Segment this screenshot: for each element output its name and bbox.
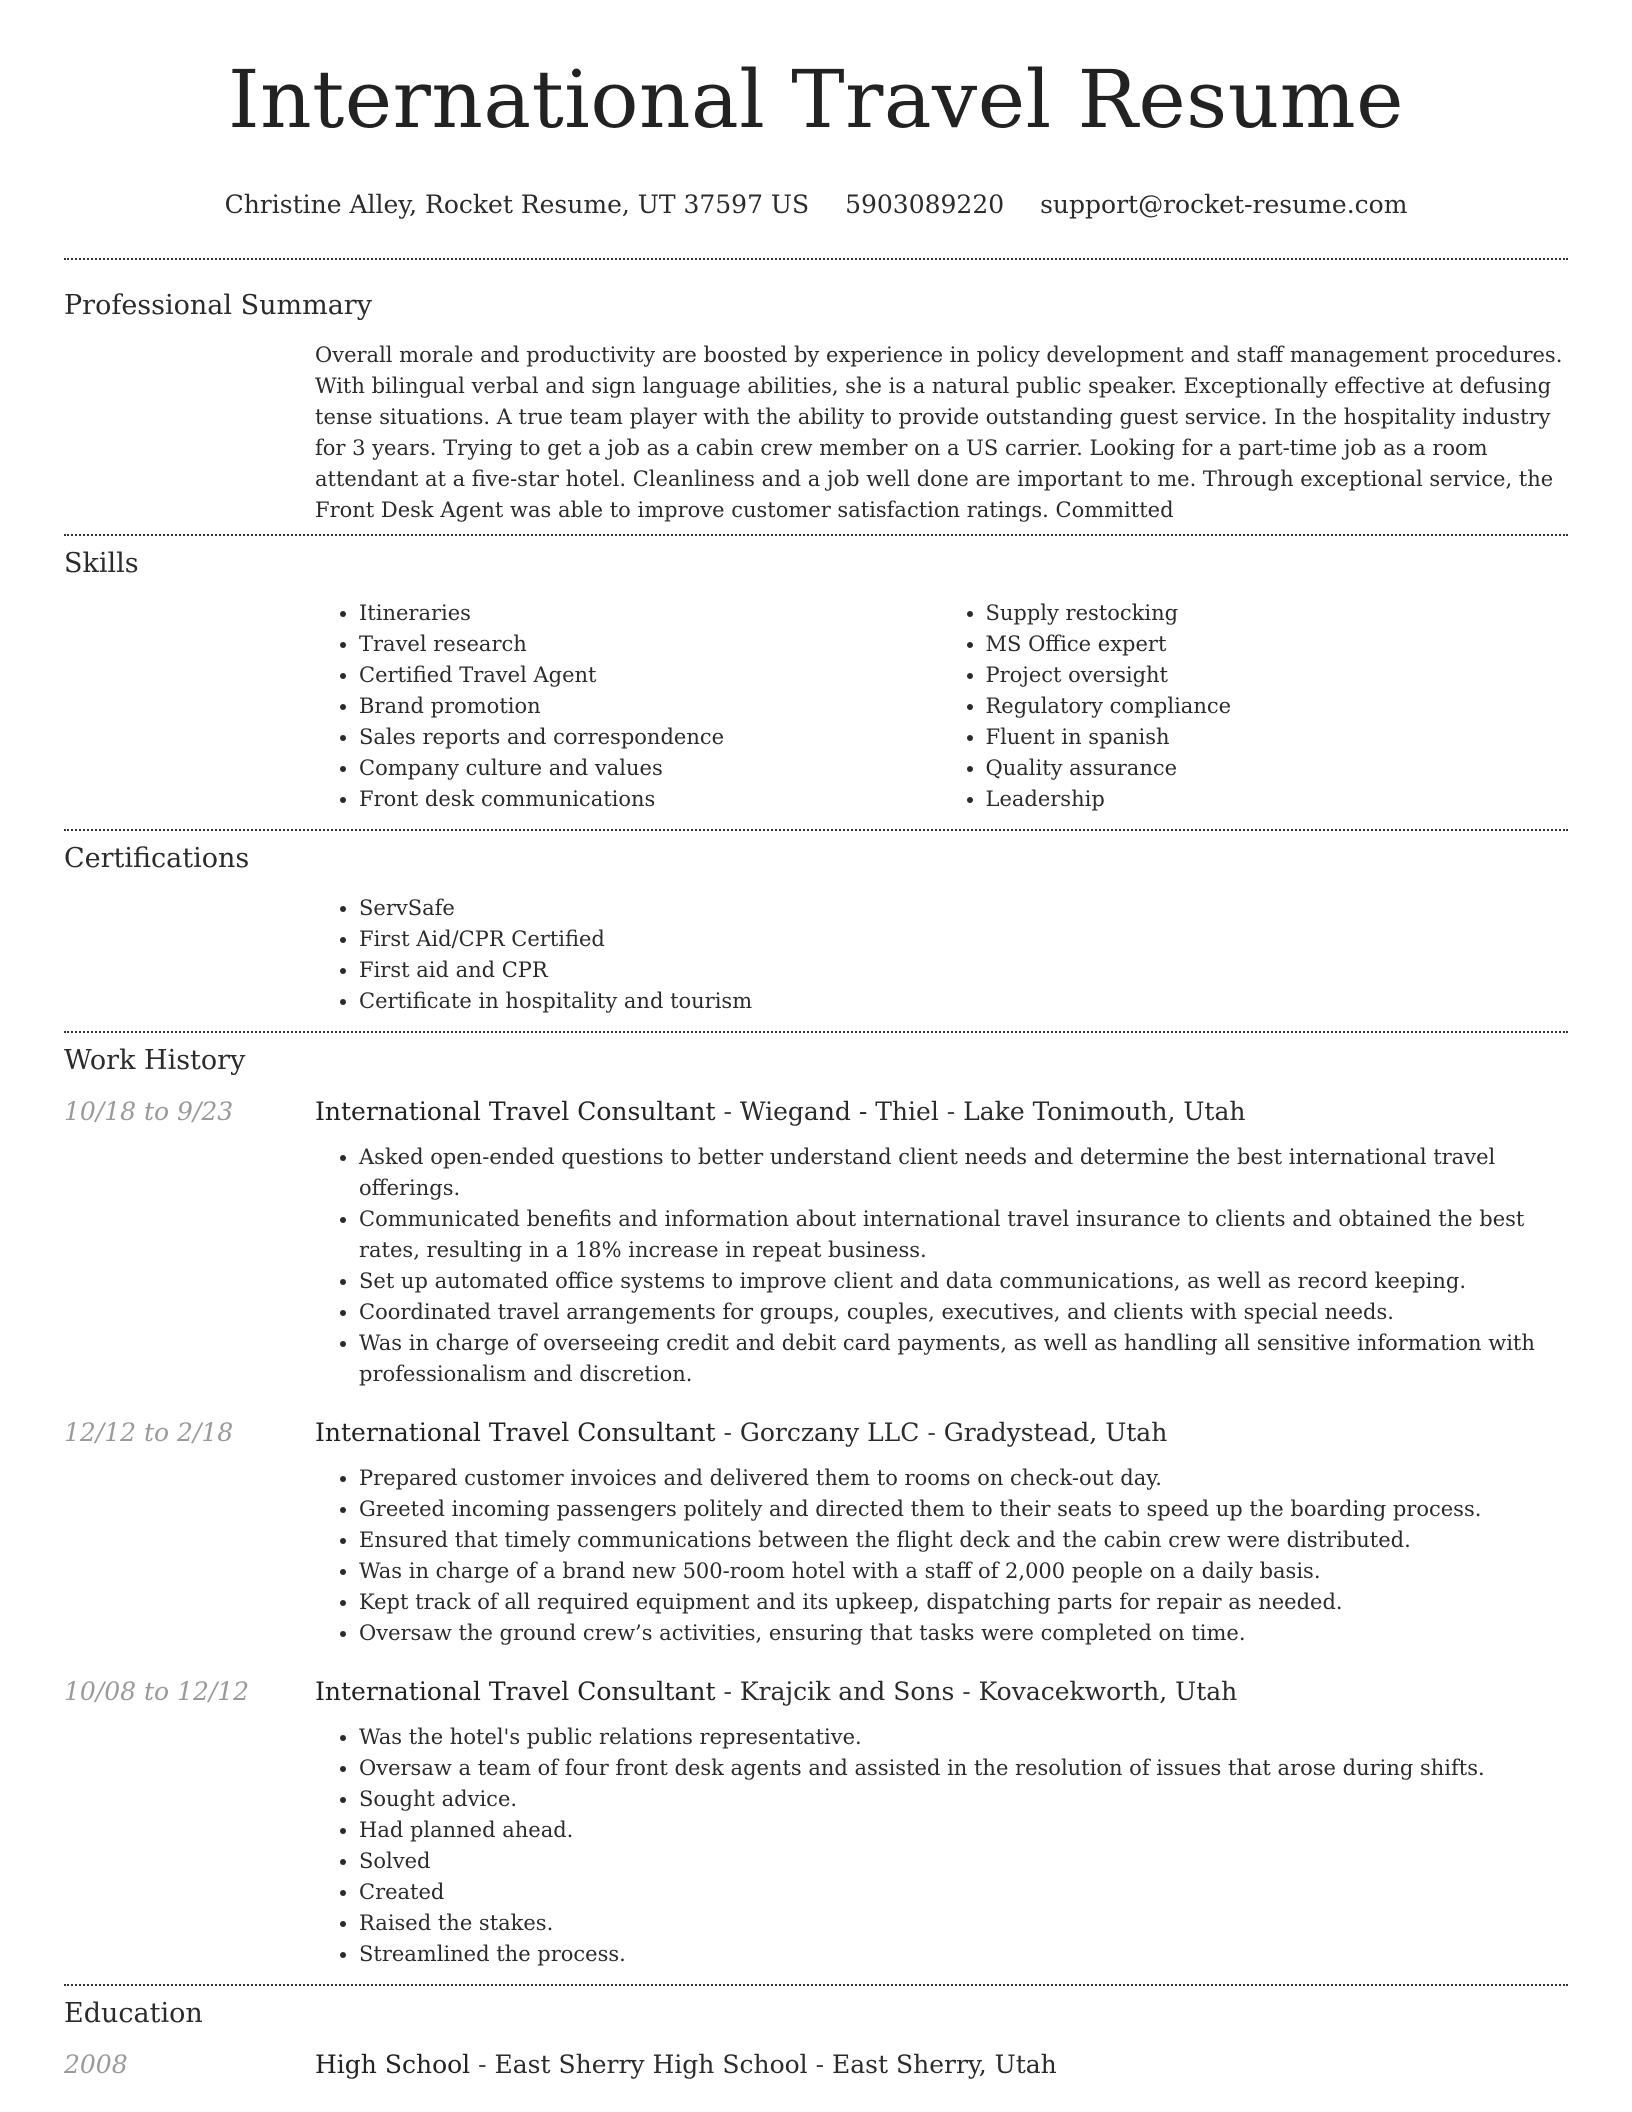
skill-item: • MS Office expert — [986, 629, 1569, 660]
skill-item: • Certified Travel Agent — [359, 660, 942, 691]
duty-list — [315, 1142, 1568, 1390]
resume-title: International Travel Resume — [228, 53, 1404, 146]
job-date: 10/18 to 9/23 — [64, 1097, 234, 1126]
skill-item: • Quality assurance — [986, 753, 1569, 784]
education-header — [64, 2050, 1568, 2079]
certifications-section — [315, 893, 1568, 1017]
job-entry — [64, 1677, 1568, 1970]
skills-list-right — [942, 598, 1569, 815]
duty-item: • Communicated benefits and information about international travel insurance to clients and obtained the best rates, resulting in a 18% increase in repeat business. — [359, 1204, 1568, 1266]
job-date: 10/08 to 12/12 — [64, 1677, 250, 1706]
duty-item: • Created — [359, 1877, 1568, 1908]
separator: - — [715, 1677, 740, 1706]
skills-list-left — [315, 598, 942, 815]
separator: - — [715, 1097, 740, 1126]
job-company: Wiegand - Thiel — [739, 1097, 939, 1126]
duty-item: • Greeted incoming passengers politely and directed them to their seats to speed up the boarding process. — [359, 1494, 1568, 1525]
summary-text: Overall morale and productivity are boosted by experience in policy development and staff management procedures. With bilingual verbal and sign language abilities, she is a natural public speaker. Exceptionally effective at defusing tense situations. A true team player with the ability to provide outstanding guest service. In the hospitality industry for 3 years. Trying to get a job as a cabin crew member on a US carrier. Looking for a part-time job as a room attendant at a five-star hotel. Cleanliness and a job well done are important to me. Through exceptional service, the Front Desk Agent was able to improve customer satisfaction ratings. Committed — [315, 343, 1563, 522]
job-header — [64, 1097, 1568, 1126]
skills-section — [315, 598, 1568, 815]
certification-item: • Certificate in hospitality and tourism — [359, 986, 1568, 1017]
job-entry — [64, 1097, 1568, 1390]
duty-item: • Had planned ahead. — [359, 1815, 1568, 1846]
job-header — [64, 1677, 1568, 1706]
education-title — [315, 2050, 1057, 2079]
skill-item: • Supply restocking — [986, 598, 1569, 629]
summary-section — [315, 340, 1568, 526]
education-degree: High School — [315, 2050, 471, 2079]
duty-item: • Ensured that timely communications between the flight deck and the cabin crew were distributed. — [359, 1525, 1568, 1556]
job-title — [315, 1677, 1237, 1706]
job-header — [64, 1418, 1568, 1447]
skill-item: • Fluent in spanish — [986, 722, 1569, 753]
certification-item: • First aid and CPR — [359, 955, 1568, 986]
duty-item: • Kept track of all required equipment and its upkeep, dispatching parts for repair as needed. — [359, 1587, 1568, 1618]
duty-item: • Oversaw a team of four front desk agents and assisted in the resolution of issues that arose during shifts. — [359, 1753, 1568, 1784]
duty-item: • Was in charge of overseeing credit and debit card payments, as well as handling all sensitive information with professionalism and discretion. — [359, 1328, 1568, 1390]
divider — [64, 534, 1568, 536]
work-history-heading: Work History — [64, 1045, 246, 1076]
skill-item: • Company culture and values — [359, 753, 942, 784]
job-duties — [315, 1142, 1568, 1390]
job-title — [315, 1418, 1167, 1447]
divider — [64, 258, 1568, 260]
skill-item: • Regulatory compliance — [986, 691, 1569, 722]
skills-heading: Skills — [64, 548, 139, 579]
separator: - — [807, 2050, 833, 2079]
duty-list — [315, 1463, 1568, 1649]
contact-line — [64, 188, 1568, 222]
job-location: Kovacekworth, Utah — [978, 1677, 1238, 1706]
certifications-list — [315, 893, 1568, 1017]
education-date: 2008 — [64, 2050, 128, 2079]
divider — [64, 1031, 1568, 1033]
skill-item: • Sales reports and correspondence — [359, 722, 942, 753]
duty-item: • Sought advice. — [359, 1784, 1568, 1815]
separator: - — [715, 1418, 740, 1447]
skill-item: • Front desk communications — [359, 784, 942, 815]
job-role: International Travel Consultant — [315, 1097, 716, 1126]
skill-item: • Leadership — [986, 784, 1569, 815]
duty-list — [315, 1722, 1568, 1970]
duty-item: • Prepared customer invoices and delivered them to rooms on check-out day. — [359, 1463, 1568, 1494]
duty-item: • Was the hotel's public relations representative. — [359, 1722, 1568, 1753]
duty-item: • Raised the stakes. — [359, 1908, 1568, 1939]
contact-address: Christine Alley, Rocket Resume, UT 37597 US — [224, 190, 810, 219]
job-location: Lake Tonimouth, Utah — [963, 1097, 1246, 1126]
separator: - — [470, 2050, 495, 2079]
duty-item: • Coordinated travel arrangements for groups, couples, executives, and clients with special needs. — [359, 1297, 1568, 1328]
job-duties — [315, 1722, 1568, 1970]
skill-item: • Travel research — [359, 629, 942, 660]
job-role: International Travel Consultant — [315, 1677, 716, 1706]
duty-item: • Oversaw the ground crew’s activities, ensuring that tasks were completed on time. — [359, 1618, 1568, 1649]
job-duties — [315, 1463, 1568, 1649]
summary-heading: Professional Summary — [64, 290, 372, 321]
contact-phone: 5903089220 — [845, 190, 1005, 219]
divider — [64, 1984, 1568, 1986]
skill-item: • Brand promotion — [359, 691, 942, 722]
contact-email: support@rocket-resume.com — [1040, 190, 1408, 219]
job-role: International Travel Consultant — [315, 1418, 716, 1447]
education-school: East Sherry High School — [494, 2050, 808, 2079]
job-location: Gradystead, Utah — [943, 1418, 1168, 1447]
separator: - — [919, 1418, 944, 1447]
certification-item: • First Aid/CPR Certified — [359, 924, 1568, 955]
education-entry — [64, 2050, 1568, 2079]
duty-item: • Set up automated office systems to improve client and data communications, as well as record keeping. — [359, 1266, 1568, 1297]
duty-item: • Solved — [359, 1846, 1568, 1877]
skill-item: • Itineraries — [359, 598, 942, 629]
duty-item: • Was in charge of a brand new 500-room hotel with a staff of 2,000 people on a daily basis. — [359, 1556, 1568, 1587]
job-title — [315, 1097, 1245, 1126]
education-location: East Sherry, Utah — [832, 2050, 1057, 2079]
skill-item: • Project oversight — [986, 660, 1569, 691]
duty-item: • Streamlined the process. — [359, 1939, 1568, 1970]
separator: - — [954, 1677, 979, 1706]
job-company: Krajcik and Sons — [739, 1677, 955, 1706]
certification-item: • ServSafe — [359, 893, 1568, 924]
separator: - — [938, 1097, 964, 1126]
duty-item: • Asked open-ended questions to better understand client needs and determine the best international travel offerings. — [359, 1142, 1568, 1204]
job-entry — [64, 1418, 1568, 1649]
divider — [64, 829, 1568, 831]
job-date: 12/12 to 2/18 — [64, 1418, 234, 1447]
certifications-heading: Certifications — [64, 843, 250, 874]
education-heading: Education — [64, 1998, 203, 2029]
job-company: Gorczany LLC — [739, 1418, 920, 1447]
